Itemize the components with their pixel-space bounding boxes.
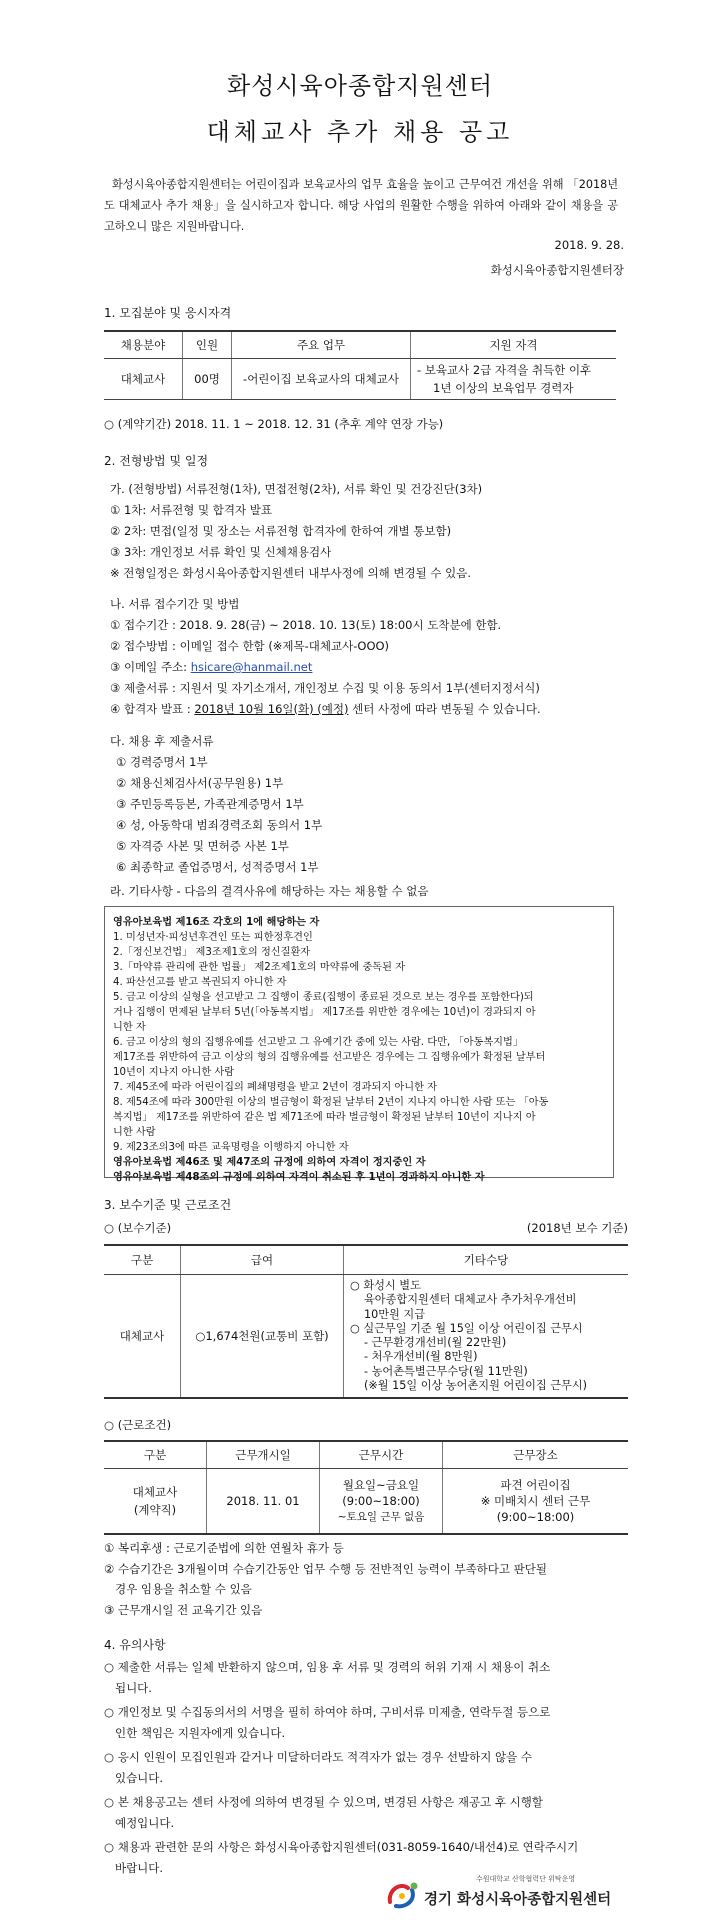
issuer: 화성시육아종합지원센터장	[490, 263, 624, 277]
allowance-line: ○ 실근무일 기준 월 15일 이상 어린이집 근무시	[350, 1321, 583, 1335]
table-row	[104, 359, 616, 400]
logo-subtext: 수원대학교 산학협력단 위탁운영	[476, 1875, 576, 1883]
box-line: 영유아보육법 제48조의 규정에 의하여 자격이 취소된 후 1년이 경과하지 아니한 자	[113, 1172, 485, 1183]
box-line: 제17조를 위반하여 금고 이상의 형의 집행유예를 선고받은 경우에는 그 집행유예가 확정된 날부터	[113, 1052, 546, 1063]
hours-line2: (9:00~18:00)	[342, 1494, 420, 1508]
allowance-line: - 처우개선비(월 8만원)	[364, 1350, 478, 1364]
caution-item: 있습니다.	[104, 1771, 164, 1785]
caution-item: ○ 응시 인원이 모집인원과 같거나 미달하더라도 적격자가 없는 경우 선발하지 않을 수	[104, 1750, 532, 1764]
cell-allowances	[344, 1275, 629, 1399]
box-line: 5. 금고 이상의 실형을 선고받고 그 집행이 종료(집행이 종료된 것으로 보는 경우를 포함한다)되	[113, 992, 534, 1003]
box-line: 2.「정신보건법」 제3조제1호의 정신질환자	[113, 947, 311, 958]
application-period: ① 접수기간 : 2018. 9. 28(금) ~ 2018. 10. 13(토) 18:00시 도착분에 한함.	[110, 618, 502, 632]
cell-type: 대체교사	[119, 1329, 165, 1344]
box-line: 8. 제54조에 따라 300만원 이상의 벌금형이 확정된 날부터 2년이 지나지 아니한 사람 또는 「아동	[113, 1097, 549, 1108]
th-type: 구분	[104, 1245, 181, 1275]
place-line1: 파견 어린이집	[500, 1478, 571, 1492]
place-line3: (9:00~18:00)	[496, 1510, 575, 1524]
title-line1: 화성시육아종합지원센터	[226, 72, 494, 100]
caution-item: ○ 제출한 서류는 일체 반환하지 않으며, 임용 후 서류 및 경력의 허위 기재 시 채용이 취소	[104, 1660, 551, 1674]
caution-item: 인한 책임은 지원자에게 있습니다.	[104, 1726, 286, 1740]
recruit-table	[104, 330, 616, 400]
th-field: 채용분야	[104, 331, 183, 359]
caution-item: 예정입니다.	[104, 1816, 175, 1830]
th-duty: 주요 업무	[232, 331, 411, 359]
selection-method-title: 가. (전형방법) 서류전형(1차), 면접전형(2차), 서류 확인 및 건강진단(3차)	[110, 482, 483, 496]
list-item: ② 채용신체검사서(공무원용) 1부	[116, 776, 284, 790]
post-hire-docs-title: 다. 채용 후 제출서류	[110, 734, 214, 748]
caution-item: 됩니다.	[104, 1681, 152, 1695]
work-note: ③ 근무개시일 전 교육기간 있음	[104, 1603, 263, 1617]
box-line: 7. 제45조에 따라 어린이집의 폐쇄명령을 받고 2년이 경과되지 아니한 자	[113, 1082, 438, 1093]
box-line: 10년이 지나지 아니한 사람	[113, 1067, 235, 1078]
application-documents: ③ 제출서류 : 지원서 및 자기소개서, 개인정보 수집 및 이용 동의서 1부(센터지정서식)	[110, 681, 540, 695]
th-start: 근무개시일	[207, 1441, 320, 1469]
section2-heading: 2. 전형방법 및 일정	[104, 454, 209, 468]
caution-item: ○ 개인정보 및 수집동의서의 서명을 필히 하여야 하며, 구비서류 미제출, 연락두절 등으로	[104, 1705, 551, 1719]
selection-item: ③ 3차: 개인정보 서류 확인 및 신체채용검사	[110, 545, 332, 559]
email-link[interactable]: hsicare@hanmail.net	[190, 660, 313, 674]
work-note: 경우 임용을 취소할 수 있음	[104, 1582, 252, 1596]
cell-salary: ○1,674천원(교통비 포함)	[181, 1275, 344, 1399]
cell-duty: -어린이집 보육교사의 대체교사	[232, 359, 411, 400]
box-line: 영유아보육법 제16조 각호의 1에 해당하는 자	[113, 917, 320, 928]
disqualification-title: 라. 기타사항 - 다음의 결격사유에 해당하는 자는 채용할 수 없음	[110, 884, 429, 898]
cell-work-type	[104, 1469, 207, 1535]
list-item: ⑥ 최종학교 졸업증명서, 성적증명서 1부	[116, 860, 319, 874]
pay-table	[104, 1244, 628, 1399]
th-qualification: 지원 자격	[411, 331, 617, 359]
caution-item: ○ 채용과 관련한 문의 사항은 화성시육아종합지원센터(031-8059-1640/내선4)로 연락주시기	[104, 1840, 579, 1854]
caution-item: 바랍니다.	[104, 1861, 164, 1875]
table-row	[104, 1469, 628, 1535]
allowance-line: (※월 15일 이상 농어촌지원 어린이집 근무시)	[364, 1379, 588, 1393]
box-line: 거나 집행이 면제된 날부터 5년(「아동복지법」 제17조를 위반한 경우에는 10년)이 경과되지 아	[113, 1007, 536, 1018]
work-type-line2: (계약직)	[133, 1503, 177, 1517]
list-item: ④ 성, 아동학대 범죄경력조회 동의서 1부	[116, 818, 323, 832]
pay-note: (2018년 보수 기준)	[526, 1221, 628, 1235]
list-item: ⑤ 자격증 사본 및 면허증 사본 1부	[116, 839, 289, 853]
allowance-line: 육아종합지원센터 대체교사 추가처우개선비	[364, 1293, 577, 1307]
box-line: 복지법」 제17조를 위반하여 같은 법 제71조에 따라 벌금형이 확정된 날부터 10년이 지나지 아	[113, 1112, 536, 1123]
box-line: 4. 파산선고를 받고 복권되지 아니한 자	[113, 977, 287, 988]
logo-emblem-icon	[386, 1880, 422, 1910]
logo-green-dot	[411, 1883, 418, 1890]
work-table	[104, 1440, 628, 1535]
allowance-line: - 근무환경개선비(월 22만원)	[364, 1336, 507, 1350]
work-note: ① 복리후생 : 근로기준법에 의한 연월차 휴가 등	[104, 1541, 344, 1555]
email-label: ③ 이메일 주소:	[110, 660, 191, 674]
list-item: ③ 주민등록등본, 가족관계증명서 1부	[116, 797, 304, 811]
section4-heading: 4. 유의사항	[104, 1638, 166, 1652]
allowance-line: 10만원 지급	[364, 1307, 426, 1321]
selection-item: ① 1차: 서류전형 및 합격자 발표	[110, 503, 272, 517]
th-hours: 근무시간	[320, 1441, 443, 1469]
logo-yellow-dot	[399, 1893, 405, 1899]
box-line: 니한 자	[113, 1022, 146, 1033]
table-row	[104, 1275, 628, 1399]
caution-item: ○ 본 채용공고는 센터 사정에 의하여 변경될 수 있으며, 변경된 사항은 재공고 후 시행할	[104, 1795, 543, 1809]
box-line: 3.「마약류 관리에 관한 법률」 제2조제1호의 마약류에 중독된 자	[113, 962, 406, 973]
logo-name: 경기 화성시육아종합지원센터	[424, 1892, 612, 1908]
th-work-type: 구분	[104, 1441, 207, 1469]
qualification-line2: 1년 이상의 보육업무 경력자	[433, 381, 574, 395]
disqualification-box	[104, 906, 614, 1183]
cell-qualification	[411, 359, 617, 400]
logo-blue-arc	[396, 1890, 413, 1906]
section3-heading: 3. 보수기준 및 근로조건	[104, 1198, 232, 1212]
box-line: 1. 미성년자·피성년후견인 또는 피한정후견인	[113, 932, 313, 943]
announce-suffix: 센터 사정에 따라 변동될 수 있습니다.	[348, 702, 541, 716]
cell-place	[443, 1469, 629, 1535]
box-line: 영유아보육법 제46조 및 제47조의 규정에 의하여 자격이 정지중인 자	[113, 1157, 426, 1168]
work-type-line1: 대체교사	[132, 1485, 178, 1499]
list-item: ① 경력증명서 1부	[116, 755, 208, 769]
allowance-line: - 농어촌특별근무수당(월 11만원)	[364, 1364, 528, 1378]
th-place: 근무장소	[443, 1441, 629, 1469]
application-email-line	[110, 659, 312, 675]
th-allowance: 기타수당	[344, 1245, 629, 1275]
hours-line1: 월요일~금요일	[342, 1478, 420, 1492]
work-note: ② 수습기간은 3개월이며 수습기간동안 업무 수행 등 전반적인 능력이 부족하다고 판단될	[104, 1562, 547, 1576]
box-line: 니한 사람	[113, 1127, 156, 1138]
pay-label: ○ (보수기준)	[104, 1221, 172, 1235]
selection-item: ② 2차: 면접(일정 및 장소는 서류전형 합격자에 한하여 개별 통보함)	[110, 524, 452, 538]
selection-note: ※ 전형일정은 화성시육아종합지원센터 내부사정에 의해 변경될 수 있음.	[110, 566, 472, 580]
cell-start: 2018. 11. 01	[207, 1469, 320, 1535]
application-method: ② 접수방법 : 이메일 접수 한함 (※제목-대체교사-OOO)	[110, 639, 390, 653]
th-count: 인원	[183, 331, 232, 359]
th-salary: 급여	[181, 1245, 344, 1275]
cell-hours	[320, 1469, 443, 1535]
announce-date: 2018. 9. 28.	[554, 238, 624, 252]
intro-paragraph: 화성시육아종합지원센터는 어린이집과 보육교사의 업무 효율을 높이고 근무여건 개선을 위해 「2018년도 대체교사 추가 채용」을 실시하고자 합니다. 해당 사업의 원활한 수행을 위하여 아래와 같이 채용을 공고하오니 많은 지원바랍니다.	[104, 178, 618, 233]
qualification-line1: - 보육교사 2급 자격을 취득한 이후	[417, 363, 592, 377]
hours-line3: ~토요일 근무 없음	[337, 1511, 425, 1523]
announce-date-underlined: 2018년 10월 16일(화) (예정)	[194, 702, 349, 716]
cell-count: 00명	[183, 359, 232, 400]
box-line: 9. 제23조의3에 따른 교육명령을 이행하지 아니한 자	[113, 1142, 349, 1153]
section1-heading: 1. 모집분야 및 응시자격	[104, 306, 232, 320]
allowance-line: ○ 화성시 별도	[350, 1279, 421, 1292]
announce-prefix: ④ 합격자 발표 :	[110, 702, 195, 716]
logo-red-arc	[390, 1886, 408, 1902]
box-line: 6. 금고 이상의 형의 집행유예를 선고받고 그 유예기간 중에 있는 사람. 다만, 「아동복지법」	[113, 1037, 524, 1048]
cell-field: 대체교사	[104, 359, 183, 400]
contract-period: ○ (계약기간) 2018. 11. 1 ~ 2018. 12. 31 (추후 계약 연장 가능)	[104, 417, 444, 431]
title-line2: 대체교사 추가 채용 공고	[206, 118, 514, 146]
work-label: ○ (근로조건)	[104, 1418, 172, 1432]
place-line2: ※ 미배치시 센터 근무	[480, 1494, 591, 1508]
center-logo	[386, 1874, 626, 1914]
result-announcement	[110, 701, 541, 717]
application-title: 나. 서류 접수기간 및 방법	[110, 597, 240, 611]
